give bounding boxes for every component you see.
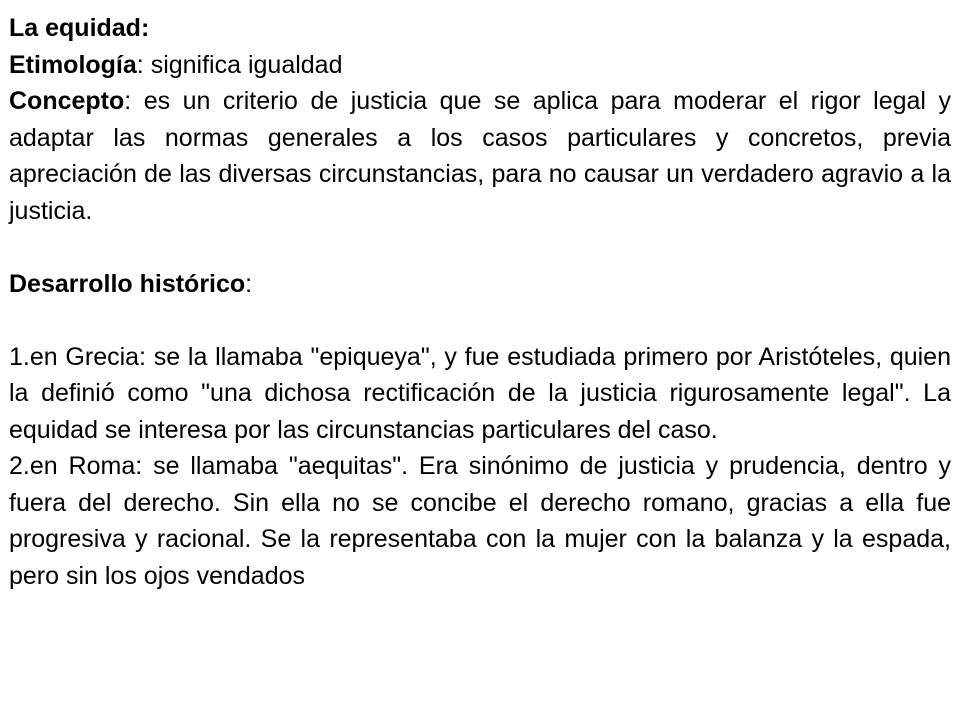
heading-line	[9, 10, 951, 47]
etimologia-text: : significa igualdad	[136, 50, 343, 79]
desarrollo-suffix: :	[245, 269, 253, 298]
page-title: La equidad:	[9, 14, 150, 42]
etimologia-line	[9, 47, 951, 84]
concepto-text: : es un criterio de justicia que se aplica para moderar el rigor legal y adaptar las normas generales a los casos particulares y concretos, previa apreciación de las diversas circunstancias, para no causar un verdadero agravio a la justicia.	[9, 87, 951, 225]
concepto-paragraph	[9, 83, 951, 229]
spacer	[9, 302, 951, 339]
list-item-grecia: 1.en Grecia: se la llamaba "epiqueya", y fue estudiada primero por Aristóteles, quien la definió como "una dichosa rectificación de la justicia rigurosamente legal". La equidad se interesa por las circunstancias particulares del caso.	[9, 342, 951, 444]
desarrollo-label: Desarrollo histórico	[9, 269, 246, 298]
slide-content	[9, 10, 951, 594]
spacer	[9, 229, 951, 266]
list-item-roma: 2.en Roma: se llamaba "aequitas". Era sinónimo de justicia y prudencia, dentro y fuera del derecho. Sin ella no se concibe el derecho romano, gracias a ella fue progresiva y racional. Se la representaba con la mujer con la balanza y la espada, pero sin los ojos vendados	[9, 452, 951, 590]
concepto-label: Concepto	[9, 87, 125, 115]
etimologia-label: Etimología	[9, 50, 137, 79]
desarrollo-line	[9, 266, 951, 303]
